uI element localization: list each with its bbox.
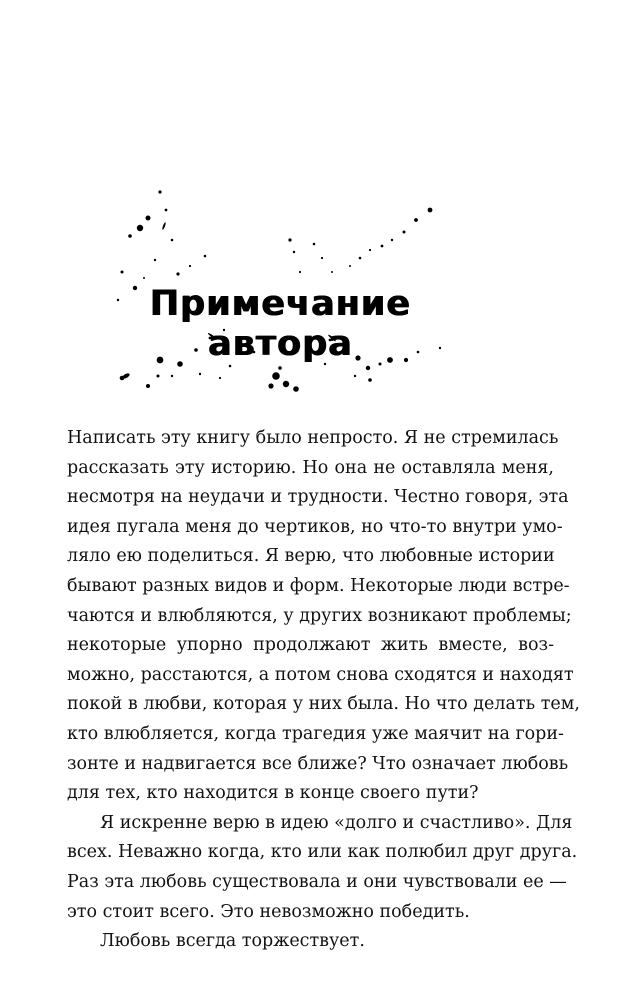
text-line: бывают разных видов и форм. Некоторые люди встре- [67, 575, 570, 596]
text-line: Любовь всегда торжествует. [100, 931, 365, 952]
text-line: ляло ею поделиться. Я верю, что любовные истории [67, 546, 555, 567]
text-line: Написать эту книгу было непросто. Я не стремилась [67, 428, 559, 448]
text-line: Я искренне верю в идею «долго и счастливо». Для [100, 812, 573, 833]
text-line: рассказать эту историю. Но она не оставляла меня, [67, 457, 554, 478]
text-line: идея пугала меня до чертиков, но что-то внутри умо- [67, 516, 563, 537]
text-line: кто влюбляется, когда трагедия уже маячит на гори- [67, 723, 564, 744]
text-line: всех. Неважно когда, кто или как полюбил друг друга. [67, 842, 578, 863]
paragraph [67, 424, 580, 809]
text-line: Раз эта любовь существовала и они чувствовали ее — [67, 871, 567, 892]
paragraph [67, 809, 578, 927]
text-line: можно, расстаются, а потом снова сходятся и находят [67, 664, 574, 685]
text-line: некоторые упорно продолжают жить вместе, воз- [67, 635, 554, 656]
chapter-heading [100, 180, 460, 410]
text-line: покой в любви, которая у них была. Но что делать тем, [67, 694, 580, 715]
text-line: это стоит всего. Это невозможно победить. [67, 901, 470, 922]
text-line: для тех, кто находится в конце своего пути? [67, 783, 479, 804]
text-line: зонте и надвигается все ближе? Что означает любовь [67, 753, 569, 774]
text-line: чаются и влюбляются, у других возникают проблемы; [67, 605, 572, 626]
text-line: несмотря на неудачи и трудности. Честно говоря, эта [67, 487, 569, 508]
body-text [67, 424, 580, 957]
chapter-title: Примечание автора [149, 284, 411, 364]
paragraph [67, 927, 554, 957]
